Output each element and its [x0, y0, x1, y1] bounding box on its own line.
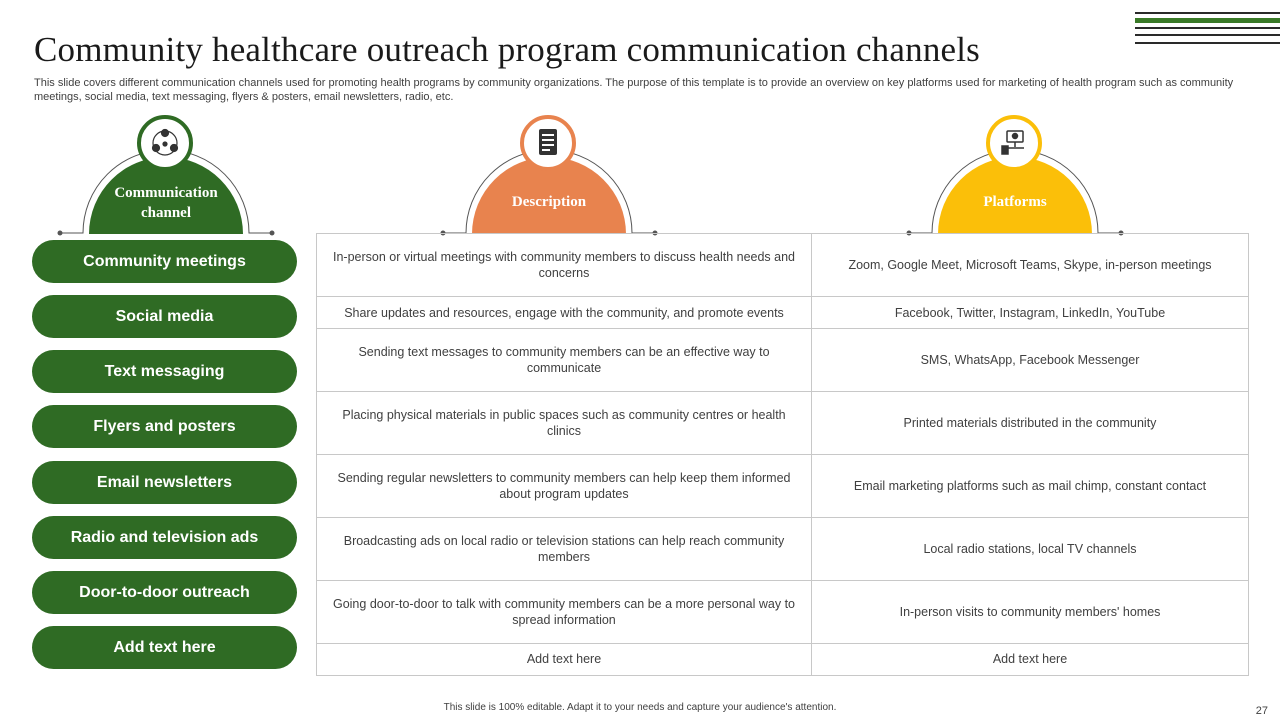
description-cell: Add text here [317, 643, 812, 675]
platforms-cell: Facebook, Twitter, Instagram, LinkedIn, YouTube [812, 296, 1249, 328]
description-cell: Going door-to-door to talk with community members can be a more personal way to spread information [317, 580, 812, 643]
platforms-cell: Add text here [812, 643, 1249, 675]
decorative-lines [1135, 12, 1280, 46]
channel-pill-flyers-posters: Flyers and posters [32, 405, 297, 448]
channel-pill-community-meetings: Community meetings [32, 240, 297, 283]
platforms-header-arch [904, 112, 1126, 236]
table-row [317, 517, 1249, 580]
platforms-cell: In-person visits to community members' homes [812, 580, 1249, 643]
description-cell: Broadcasting ads on local radio or television stations can help reach community members [317, 517, 812, 580]
channel-pill-radio-tv-ads: Radio and television ads [32, 516, 297, 559]
table-row [317, 329, 1249, 392]
platforms-cell: Email marketing platforms such as mail chimp, constant contact [812, 454, 1249, 517]
table-row [317, 643, 1249, 675]
table-row [317, 392, 1249, 455]
platforms-cell: Printed materials distributed in the community [812, 392, 1249, 455]
table-row [317, 296, 1249, 328]
table-row [317, 580, 1249, 643]
footer-text: This slide is 100% editable. Adapt it to your needs and capture your audience's attention. [443, 702, 837, 713]
table-row [317, 234, 1249, 297]
platforms-cell: Zoom, Google Meet, Microsoft Teams, Skype, in-person meetings [812, 234, 1249, 297]
description-header-arch [438, 112, 660, 236]
channels-table [316, 233, 1249, 676]
channel-pill-add-text: Add text here [32, 626, 297, 669]
description-cell: Sending regular newsletters to community members can help keep them informed about program updates [317, 454, 812, 517]
platforms-cell: SMS, WhatsApp, Facebook Messenger [812, 329, 1249, 392]
page-number: 27 [1255, 705, 1268, 717]
channel-pill-door-to-door: Door-to-door outreach [32, 571, 297, 614]
table-row [317, 454, 1249, 517]
description-cell: In-person or virtual meetings with community members to discuss health needs and concerns [317, 234, 812, 297]
description-header-label: Description [511, 194, 587, 210]
channel-pill-email-newsletters: Email newsletters [32, 461, 297, 504]
channel-header-label: Communication channel [114, 185, 218, 221]
footer-note [0, 702, 1280, 713]
description-cell: Placing physical materials in public spaces such as community centres or health clinics [317, 392, 812, 455]
channel-pill-social-media: Social media [32, 295, 297, 338]
description-cell: Share updates and resources, engage with the community, and promote events [317, 296, 812, 328]
platforms-header-label: Platforms [983, 194, 1047, 210]
channel-pill-text-messaging: Text messaging [32, 350, 297, 393]
slide-title: Community healthcare outreach program communication channels [34, 30, 980, 69]
platforms-cell: Local radio stations, local TV channels [812, 517, 1249, 580]
slide-subtitle: This slide covers different communication channels used for promoting health programs by community organizations. The purpose of this template is to provide an overview on key platforms used for marketing of health program such as community meetings, social media, text messaging, flyers & posters, email newsletters, radio, etc. [34, 77, 1234, 103]
document-icon [539, 129, 557, 155]
description-cell: Sending text messages to community members can be an effective way to communicate [317, 329, 812, 392]
